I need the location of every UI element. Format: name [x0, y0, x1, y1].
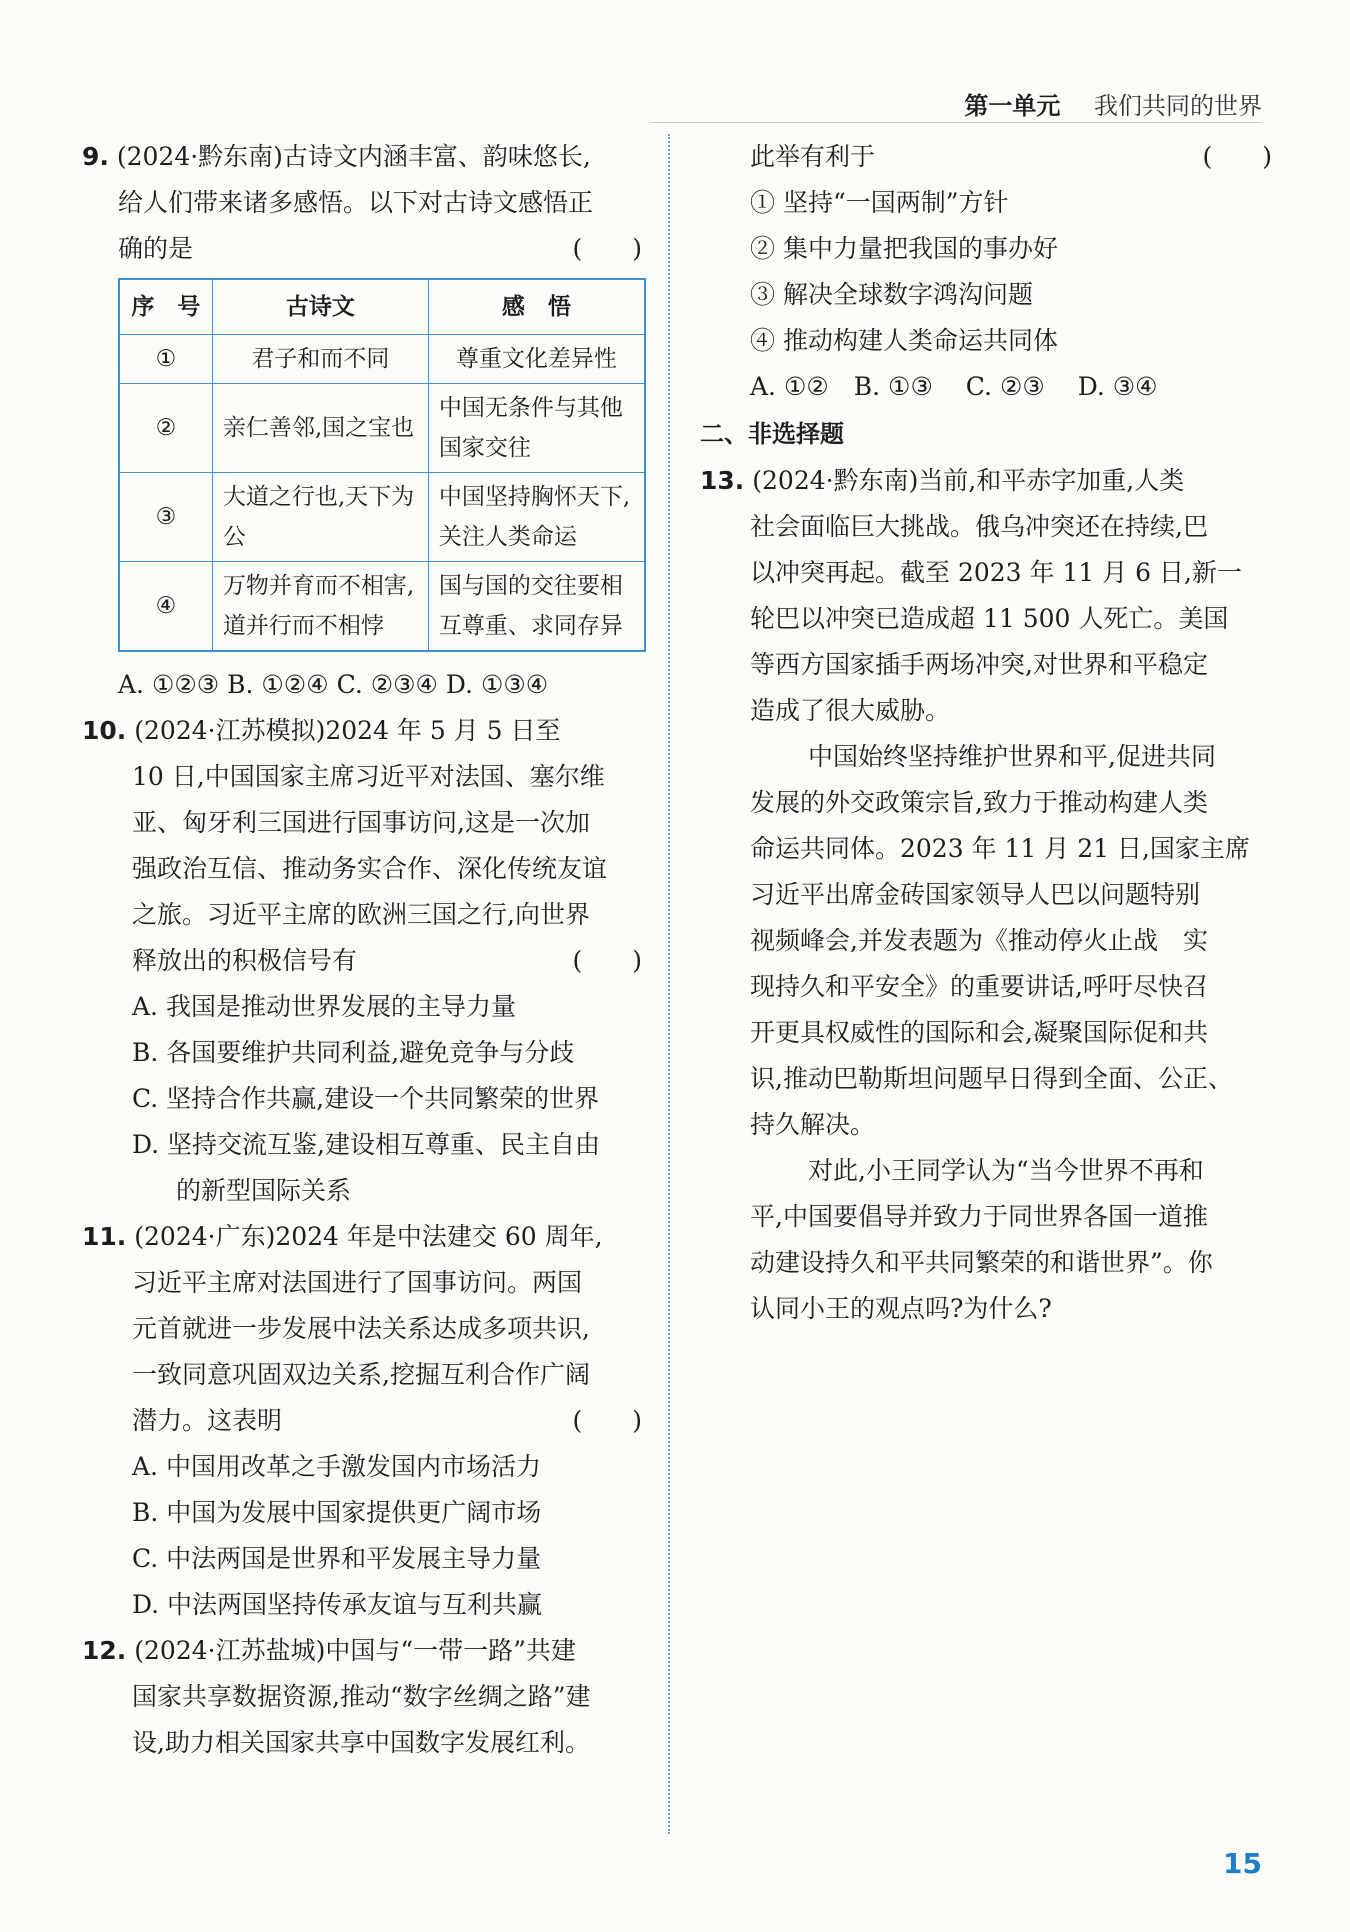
table-cell: ② — [119, 384, 212, 473]
paragraph-text: 发展的外交政策宗旨,致力于推动构建人类 — [750, 788, 1208, 817]
table-header: 序 号 — [119, 279, 212, 335]
table-cell: 万物并育而不相害,道并行而不相悖 — [212, 562, 428, 652]
question-number: 13. — [700, 466, 745, 495]
question-text: 等西方国家插手两场冲突,对世界和平稳定 — [750, 650, 1208, 679]
question-text: 确的是 — [118, 234, 194, 263]
table-cell: ③ — [119, 473, 212, 562]
column-divider — [668, 134, 670, 1834]
table-cell: 尊重文化差异性 — [428, 335, 645, 384]
table-cell: 大道之行也,天下为公 — [212, 473, 428, 562]
header-rule — [650, 122, 1262, 123]
question-text: 强政治互信、推动务实合作、深化传统友谊 — [132, 854, 608, 883]
question-number: 9. — [82, 142, 109, 171]
statement-item: ③ 解决全球数字鸿沟问题 — [750, 280, 1033, 309]
question-text: 亚、匈牙利三国进行国事访问,这是一次加 — [132, 808, 590, 837]
table-header: 古诗文 — [212, 279, 428, 335]
statement-item: ④ 推动构建人类命运共同体 — [750, 326, 1058, 355]
question-10 — [82, 708, 642, 1214]
table-row — [119, 562, 645, 652]
question-number: 10. — [82, 716, 127, 745]
question-text: (2024·江苏盐城)中国与“一带一路”共建 — [134, 1636, 576, 1665]
table-header: 感 悟 — [428, 279, 645, 335]
answer-options[interactable]: A. ①②③ B. ①②④ C. ②③④ D. ①③④ — [118, 670, 549, 699]
right-column — [700, 134, 1272, 1332]
question-13 — [700, 458, 1272, 1332]
table-row — [119, 335, 645, 384]
question-text: 此举有利于 — [750, 142, 876, 171]
question-9 — [82, 134, 642, 708]
paragraph-text: 认同小王的观点吗?为什么? — [750, 1294, 1052, 1323]
table-cell: ④ — [119, 562, 212, 652]
paragraph-text: 习近平出席金砖国家领导人巴以问题特别 — [750, 880, 1201, 909]
question-text: 潜力。这表明 — [132, 1406, 283, 1435]
option-b[interactable]: B. 各国要维护共同利益,避免竞争与分歧 — [132, 1038, 575, 1067]
unit-title: 第一单元 — [964, 92, 1061, 120]
answer-bracket[interactable]: ( ) — [572, 946, 642, 975]
question-text: 造成了很大威胁。 — [750, 696, 951, 725]
question-text: 元首就进一步发展中法关系达成多项共识, — [132, 1314, 590, 1343]
question-text: 国家共享数据资源,推动“数字丝绸之路”建 — [132, 1682, 591, 1711]
option-a[interactable]: A. 我国是推动世界发展的主导力量 — [132, 992, 516, 1021]
answer-options[interactable]: A. ①② B. ①③ C. ②③ D. ③④ — [750, 372, 1158, 401]
paragraph-text: 对此,小王同学认为“当今世界不再和 — [808, 1156, 1204, 1185]
question-text: 社会面临巨大挑战。俄乌冲突还在持续,巴 — [750, 512, 1208, 541]
paragraph-text: 平,中国要倡导并致力于同世界各国一道推 — [750, 1202, 1208, 1231]
question-text: 释放出的积极信号有 — [132, 946, 358, 975]
paragraph-text: 开更具权威性的国际和会,凝聚国际促和共 — [750, 1018, 1208, 1047]
question-text: (2024·江苏模拟)2024 年 5 月 5 日至 — [134, 716, 561, 745]
paragraph-text: 视频峰会,并发表题为《推动停火止战 实 — [750, 926, 1208, 955]
question-text: 以冲突再起。截至 2023 年 11 月 6 日,新一 — [750, 558, 1242, 587]
question-text: 设,助力相关国家共享中国数字发展红利。 — [132, 1728, 590, 1757]
option-b[interactable]: B. 中国为发展中国家提供更广阔市场 — [132, 1498, 542, 1527]
page-number: 15 — [1223, 1847, 1262, 1880]
table-cell: 君子和而不同 — [212, 335, 428, 384]
table-row — [119, 473, 645, 562]
section-title: 二、非选择题 — [700, 420, 844, 448]
page-header — [964, 86, 1262, 121]
table-row — [119, 384, 645, 473]
question-number: 12. — [82, 1636, 127, 1665]
question-11 — [82, 1214, 642, 1628]
option-d-continued: 的新型国际关系 — [176, 1176, 352, 1205]
question-text: 10 日,中国国家主席习近平对法国、塞尔维 — [132, 762, 605, 791]
answer-bracket[interactable]: ( ) — [572, 234, 642, 263]
answer-bracket[interactable]: ( ) — [572, 1406, 642, 1435]
paragraph-text: 动建设持久和平共同繁荣的和谐世界”。你 — [750, 1248, 1213, 1277]
paragraph-text: 识,推动巴勒斯坦问题早日得到全面、公正、 — [750, 1064, 1233, 1093]
poem-insight-table — [118, 278, 646, 652]
table-cell: 亲仁善邻,国之宝也 — [212, 384, 428, 473]
question-text: 一致同意巩固双边关系,挖掘互利合作广阔 — [132, 1360, 590, 1389]
question-text: (2024·黔东南)当前,和平赤字加重,人类 — [752, 466, 1185, 495]
paragraph-text: 命运共同体。2023 年 11 月 21 日,国家主席 — [750, 834, 1250, 863]
table-header-row — [119, 279, 645, 335]
question-text: (2024·黔东南)古诗文内涵丰富、韵味悠长, — [116, 142, 591, 171]
statement-item: ② 集中力量把我国的事办好 — [750, 234, 1058, 263]
answer-bracket[interactable]: ( ) — [1202, 142, 1272, 171]
question-12-continued — [700, 134, 1272, 410]
option-d[interactable]: D. 中法两国坚持传承友谊与互利共赢 — [132, 1590, 543, 1619]
statement-item: ① 坚持“一国两制”方针 — [750, 188, 1009, 217]
question-text: (2024·广东)2024 年是中法建交 60 周年, — [134, 1222, 603, 1251]
paragraph-text: 中国始终坚持维护世界和平,促进共同 — [808, 742, 1216, 771]
paragraph-text: 现持久和平安全》的重要讲话,呼吁尽快召 — [750, 972, 1208, 1001]
option-a[interactable]: A. 中国用改革之手激发国内市场活力 — [132, 1452, 541, 1481]
question-text: 轮巴以冲突已造成超 11 500 人死亡。美国 — [750, 604, 1229, 633]
paragraph-text: 持久解决。 — [750, 1110, 876, 1139]
option-c[interactable]: C. 中法两国是世界和平发展主导力量 — [132, 1544, 542, 1573]
question-text: 给人们带来诸多感悟。以下对古诗文感悟正 — [118, 188, 594, 217]
option-c[interactable]: C. 坚持合作共赢,建设一个共同繁荣的世界 — [132, 1084, 600, 1113]
question-12 — [82, 1628, 642, 1766]
table-cell: 中国无条件与其他国家交往 — [428, 384, 645, 473]
question-number: 11. — [82, 1222, 127, 1251]
option-d[interactable]: D. 坚持交流互鉴,建设相互尊重、民主自由 — [132, 1130, 600, 1159]
table-cell: 中国坚持胸怀天下,关注人类命运 — [428, 473, 645, 562]
table-cell: 国与国的交往要相互尊重、求同存异 — [428, 562, 645, 652]
left-column — [82, 134, 642, 1766]
question-text: 习近平主席对法国进行了国事访问。两国 — [132, 1268, 583, 1297]
unit-topic: 我们共同的世界 — [1094, 92, 1262, 120]
table-cell: ① — [119, 335, 212, 384]
question-text: 之旅。习近平主席的欧洲三国之行,向世界 — [132, 900, 590, 929]
